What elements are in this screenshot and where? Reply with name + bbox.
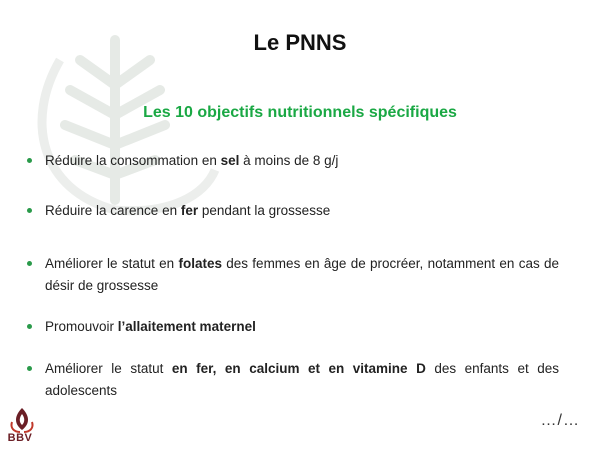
bullet-icon bbox=[27, 261, 32, 266]
list-item: Réduire la carence en fer pendant la grossesse bbox=[45, 200, 559, 222]
list-item: Améliorer le statut en folates des femmes en âge de procréer, notamment en cas de désir de grossesse bbox=[45, 253, 559, 297]
logo-text: BBV bbox=[7, 432, 33, 444]
bullet-icon bbox=[27, 208, 32, 213]
leaf-watermark-icon bbox=[20, 30, 220, 220]
continuation-marker: …/… bbox=[540, 412, 580, 429]
list-item: Réduire la consommation en sel à moins de 8 g/j bbox=[45, 150, 559, 172]
page-title: Le PNNS bbox=[253, 30, 347, 55]
page-subtitle: Les 10 objectifs nutritionnels spécifiques bbox=[143, 104, 457, 121]
list-item: Améliorer le statut en fer, en calcium et en vitamine D des enfants et des adolescents bbox=[45, 358, 559, 402]
list-item: Promouvoir l’allaitement maternel bbox=[45, 316, 559, 338]
bullet-icon bbox=[27, 366, 32, 371]
bullet-icon bbox=[27, 324, 32, 329]
bullet-icon bbox=[27, 158, 32, 163]
